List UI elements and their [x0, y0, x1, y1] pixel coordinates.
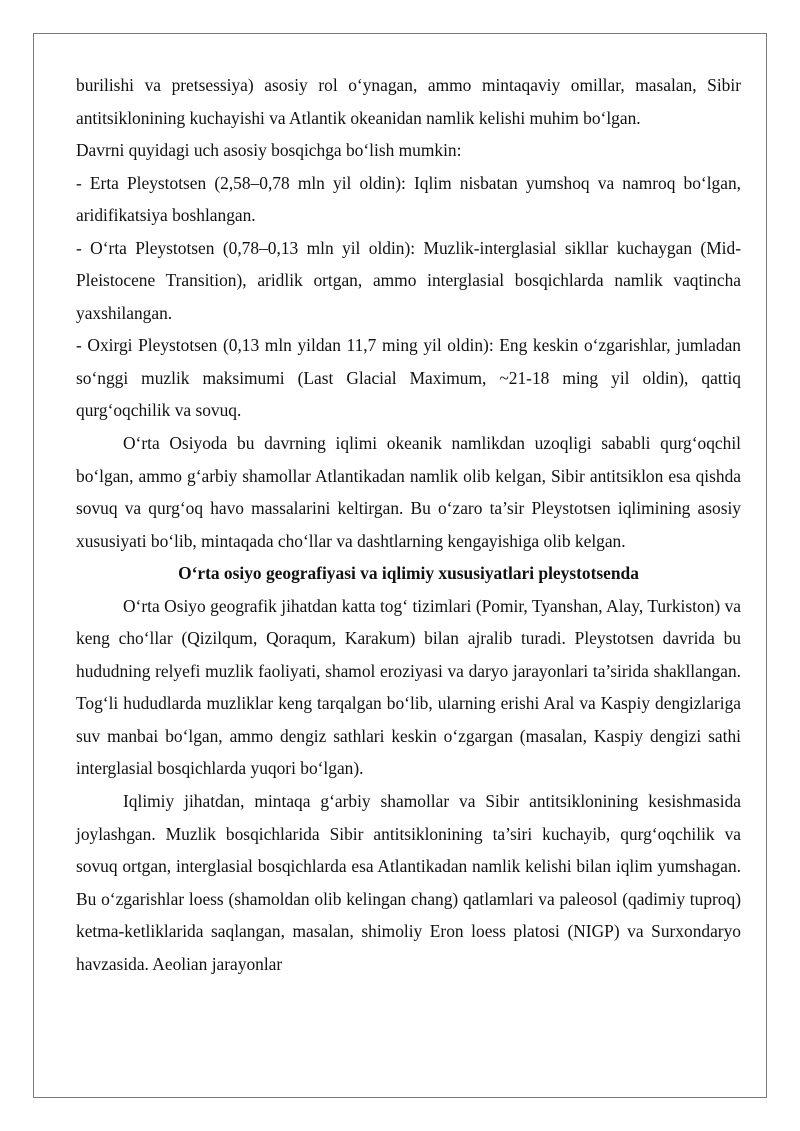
paragraph-climate-dynamics: Iqlimiy jihatdan, mintaqa g‘arbiy shamollar va Sibir antitsiklonining kesishmasida joylashgan. Muzlik bosqichlarida Sibir antitsiklonining ta’siri kuchayib, qurg‘oqchilik va sovuq ortgan, interglasial bosqichlarda esa Atlantikadan namlik kelishi bilan iqlim yumshagan. Bu o‘zgarishlar loess (shamoldan olib kelingan chang) qatlamlari va paleosol (qadimiy tuproq) ketma-ketliklarida saqlangan, masalan, shimoliy Eron loess platosi (NIGP) va Surxondaryo havzasida. Aeolian jarayonlar: [76, 791, 741, 974]
paragraph-central-asia-climate: O‘rta Osiyoda bu davrning iqlimi okeanik namlikdan uzoqligi sababli qurg‘oqchil bo‘lgan, ammo g‘arbiy shamollar Atlantikadan namlik olib kelgan, Sibir antitsiklon esa qishda sovuq va qurg‘oq havo massalarini keltirgan. Bu o‘zaro ta’sir Pleystotsen iqlimining asosiy xususiyati bo‘lib, mintaqada cho‘llar va dashtlarning kengayishiga olib kelgan.: [76, 433, 741, 551]
list-item-middle-pleistocene: - O‘rta Pleystotsen (0,78–0,13 mln yil oldin): Muzlik-interglasial sikllar kuchaygan (Mid-Pleistocene Transition), aridlik ortgan, ammo interglasial bosqichlarda namlik vaqtincha yaxshilangan.: [76, 237, 741, 323]
section-heading: O‘rta osiyo geografiyasi va iqlimiy xususiyatlari pleystotsenda: [178, 563, 639, 584]
document-body: [76, 69, 741, 980]
list-item-late-pleistocene: - Oxirgi Pleystotsen (0,13 mln yildan 11,7 ming yil oldin): Eng keskin o‘zgarishlar, jumladan so‘nggi muzlik maksimumi (Last Glacial Maximum, ~21-18 ming yil oldin), qattiq qurg‘oqchilik va sovuq.: [76, 335, 741, 421]
paragraph-stages-intro: Davrni quyidagi uch asosiy bosqichga bo‘lish mumkin:: [76, 140, 462, 161]
paragraph-orbital-factors: burilishi va pretsessiya) asosiy rol o‘ynagan, ammo mintaqaviy omillar, masalan, Sibir antitsiklonining kuchayishi va Atlantik okeanidan namlik kelishi muhim bo‘lgan.: [76, 75, 741, 128]
list-item-early-pleistocene: - Erta Pleystotsen (2,58–0,78 mln yil oldin): Iqlim nisbatan yumshoq va namroq bo‘lgan, aridifikatsiya boshlangan.: [76, 172, 741, 226]
paragraph-geography: O‘rta Osiyo geografik jihatdan katta tog‘ tizimlari (Pomir, Tyanshan, Alay, Turkiston) va keng cho‘llar (Qizilqum, Qoraqum, Karakum) bilan ajralib turadi. Pleystotsen davrida bu hududning relyefi muzlik faoliyati, shamol eroziyasi va daryo jarayonlari ta’sirida shakllangan. Tog‘li hududlarda muzliklar keng tarqalgan bo‘lib, ularning erishi Aral va Kaspiy dengizlariga suv manbai bo‘lgan, ammo dengiz sathlari keskin o‘zgargan (masalan, Kaspiy dengizi sathi interglasial bosqichlarda yuqori bo‘lgan).: [76, 595, 741, 779]
